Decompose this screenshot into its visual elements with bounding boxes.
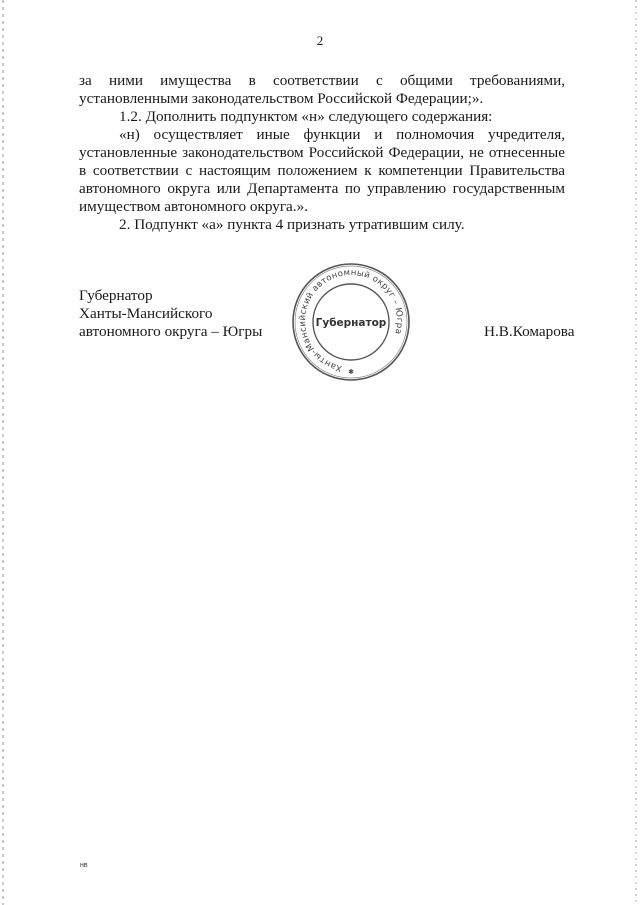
- footer-code: нв: [80, 862, 88, 869]
- signatory-title-line-3: автономного округа – Югры: [79, 323, 263, 340]
- page-number: 2: [316, 33, 324, 48]
- scan-right-edge: [635, 0, 637, 905]
- scan-left-edge: [2, 0, 4, 905]
- document-body: [79, 72, 565, 234]
- paragraph-continuation: за ними имущества в соответствии с общими требованиями, установленными законодательством Российской Федерации;».: [79, 72, 565, 107]
- signatory-title-line-1: Губернатор: [79, 287, 153, 304]
- signatory-title-line-2: Ханты-Мансийского: [79, 305, 213, 322]
- seal-graphic: [287, 262, 415, 382]
- seal-center-text: Губернатор: [315, 317, 387, 329]
- official-seal: [287, 262, 415, 382]
- paragraph-subitem-n: «н) осуществляет иные функции и полномочия учредителя, установленные законодательством Российской Федерации, не отнесенные в соответствии с настоящим положением к компетенции Правительства автономного округа или Департамента по управлению государственным имуществом автономного округа.».: [79, 126, 565, 215]
- seal-ring-text: Ханты-Мансийский автономный округ – Югра: [297, 267, 405, 374]
- paragraph-item-2: 2. Подпункт «а» пункта 4 признать утратившим силу.: [119, 216, 465, 233]
- seal-star-icon: ✱: [348, 368, 354, 376]
- signatory-name: Н.В.Комарова: [484, 323, 575, 340]
- paragraph-item-1-2: 1.2. Дополнить подпунктом «н» следующего содержания:: [119, 108, 493, 125]
- signatory-title: [79, 287, 262, 341]
